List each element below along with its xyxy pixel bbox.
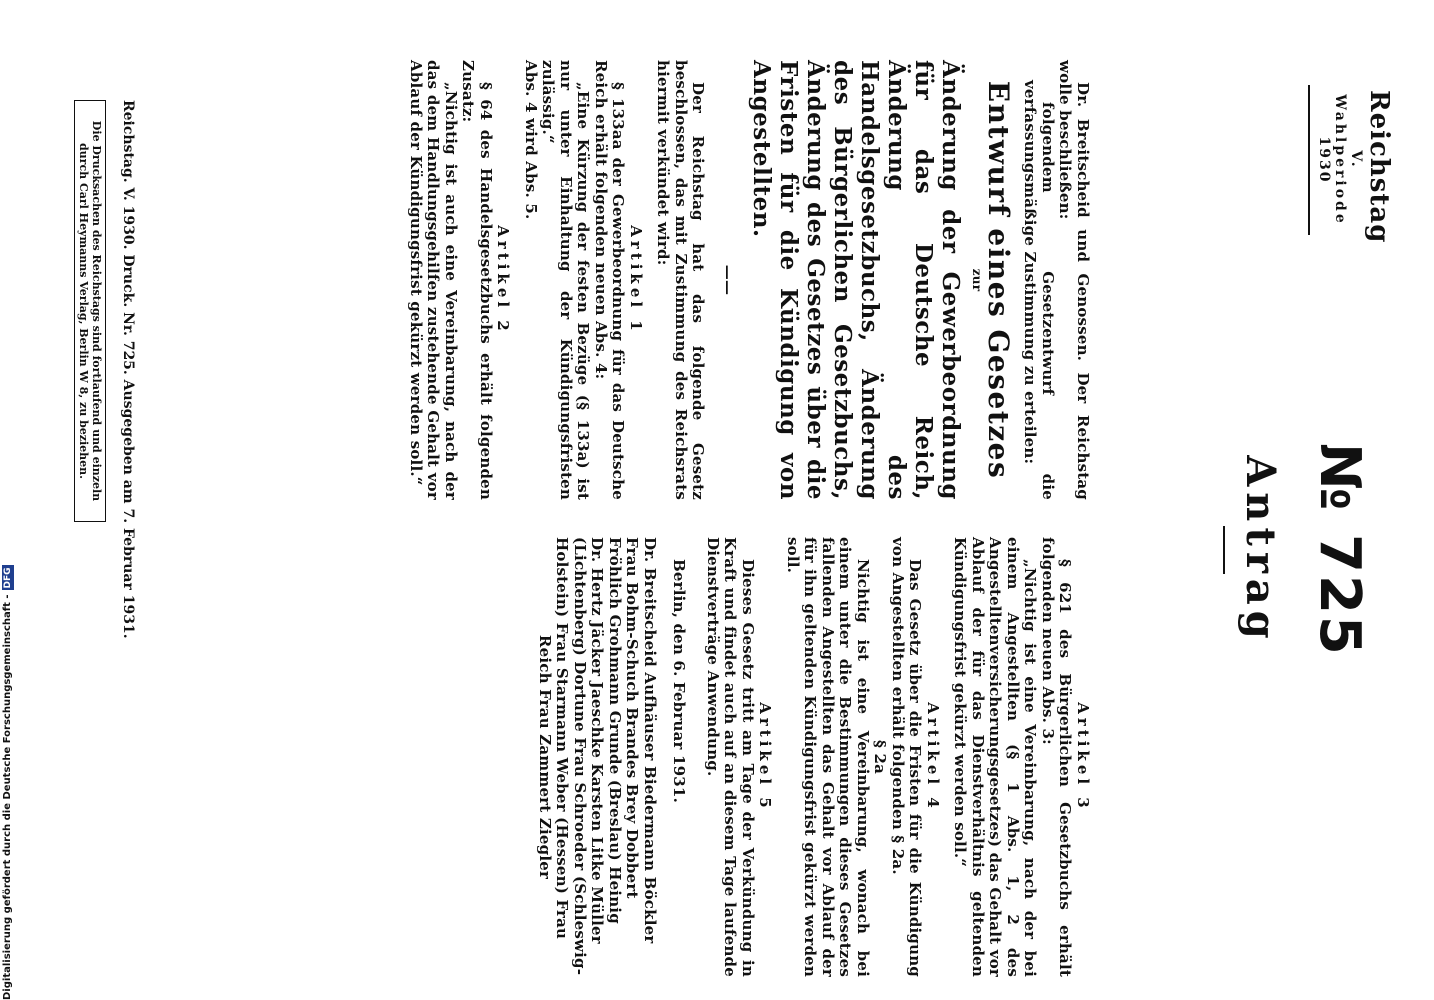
motion-intro: Dr. Breitscheid und Genossen. Der Reichstag wolle beschließen: (1056, 60, 1092, 500)
signatory-line: Holstein) Frau Starmann Weber (Hessen) Frau (553, 537, 572, 940)
signatory-line: Fröhlich Grohmann Grunde (Breslau) Heinig (606, 537, 624, 924)
signatory-line: Reich Frau Zammert Ziegler (536, 634, 554, 880)
article-1-text: § 133aa der Gewerbeordnung für das Deutsche Reich erhält folgenden neuen Abs. 4: (592, 60, 628, 500)
subject-dash: —— (719, 264, 737, 296)
article-3-text: § 621 des Bürgerlichen Gesetzbuchs erhält folgenden neuen Abs. 3: (1039, 537, 1075, 977)
article-1-heading: Artikel 1 (627, 225, 645, 335)
article-4-quote: Nichtig ist eine Vereinbarung, wonach bei einem unter die Bestimmungen dieses Gesetzes fallenden Angestellten das Gehalt vor Ablauf der für ihn geltenden Kündigungsfrist gekürzt werden soll. (784, 537, 872, 977)
institution-name: Reichstag (1364, 90, 1394, 244)
article-2-heading: Artikel 2 (494, 225, 513, 335)
article-4-subsection: § 2a (871, 739, 890, 775)
zur-label: zur (970, 268, 985, 292)
article-1-note: Abs. 4 wird Abs. 5. (522, 60, 540, 220)
signatory-line: Frau Bohm-Schuch Brandes Brey Dobbert (623, 537, 642, 899)
doc-type-block (1223, 440, 1284, 660)
credit-text: Digitalisierung gefördert durch die Deutsche Forschungsgemeinschaft - (2, 594, 13, 1000)
distribution-notice: Die Drucksachen des Reichstags sind fortlaufend und einzeln durch Carl Heymanns Verlag, Berlin W 8, zu beziehen. (74, 100, 106, 522)
article-3-quote: „Nichtig ist eine Vereinbarung, nach der bei einem Angestellten (§ 1 Abs. 1, 2 des Angestelltenversicherungsgesetzes) das Gehalt vor Ablauf der für das Dienstverhältnis geltenden Kündigungsfrist gekürzt werden soll.“ (951, 537, 1040, 977)
signatory-line: Dr. Breitscheid Aufhäuser Biedermann Böckler (641, 537, 659, 944)
article-3-heading: Artikel 3 (1074, 702, 1092, 812)
article-1-quote: „Eine Kürzung der festen Bezüge (§ 133a) ist nur unter Einhaltung der Kündigungsfristen zulässig.“ (539, 60, 593, 500)
article-5-text: Dieses Gesetz tritt am Tage der Verkündung in Kraft und findet auch auf an diesem Tage laufende Dienstverträge Anwendung. (704, 537, 757, 977)
doc-type-rule (1223, 526, 1225, 574)
signatory-list (536, 537, 659, 977)
motion-intro-continued: folgendem Gesetzentwurf die verfassungsmäßige Zustimmung zu erteilen: (1021, 80, 1057, 500)
digitization-credit (0, 567, 16, 1000)
dfg-logo: DFG (3, 567, 13, 589)
preamble: Der Reichstag hat das folgende Gesetz beschlossen, das mit Zustimmung des Reichsrats hiermit verkündet wird: (654, 60, 708, 500)
second-text-column (536, 537, 1092, 977)
article-5-heading: Artikel 5 (756, 702, 775, 812)
article-4-heading: Artikel 4 (924, 702, 942, 812)
document-number: № 725 (1307, 443, 1372, 657)
draft-title: Entwurf eines Gesetzes (982, 80, 1015, 480)
signatory-line: Dr. Hertz Jäcker Jaeschke Karsten Litke Müller (588, 537, 607, 944)
signatory-line: (Lichtenberg) Dortune Frau Schroeder (Schleswig- (571, 537, 589, 976)
date-line: Berlin, den 6. Februar 1931. (670, 559, 689, 803)
article-4-text: Das Gesetz über die Fristen für die Kündigung von Angestellten erhält folgenden § 2a. (889, 537, 925, 977)
law-subject: Änderung der Gewerbeordnung für das Deutsche Reich, Änderung des Handelsgesetzbuchs, Änderung des Bürgerlichen Gesetzbuchs, Änderung des Gesetzes über die Fristen für die Kündigung von Angestellten. (748, 60, 964, 500)
article-2-quote: „Nichtig ist auch eine Vereinbarung, nach der das dem Handlungsgehilfen zustehende Gehalt vor Ablauf der Kündigungsfrist gekürzt werden soll.“ (407, 60, 460, 500)
period-year: 1930 (1316, 136, 1332, 184)
doc-type: Antrag (1237, 455, 1284, 645)
publication-info: Reichstag. V. 1930. Druck. Nr. 725. Ausgegeben am 7. Februar 1931. (120, 100, 136, 639)
institution-block (1308, 90, 1394, 244)
legislative-period: V. Wahlperiode (1332, 94, 1364, 226)
header-rule (1308, 85, 1310, 235)
article-2-text: § 64 des Handelsgesetzbuchs erhält folgenden Zusatz: (459, 60, 495, 500)
main-text-column (407, 60, 1092, 500)
